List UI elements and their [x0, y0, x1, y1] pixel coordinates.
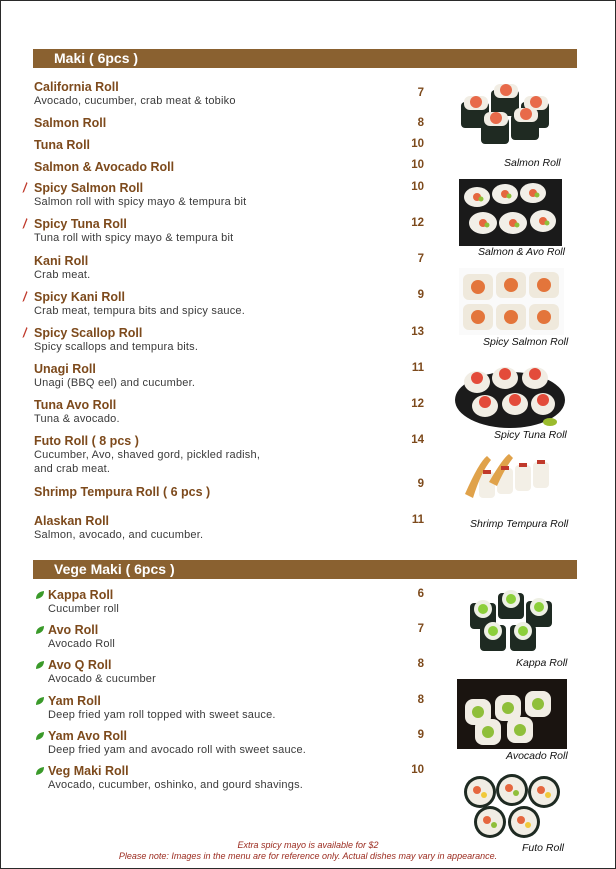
menu-item-spicy-kani-roll	[34, 290, 434, 318]
photo-caption: Spicy Tuna Roll	[494, 429, 567, 441]
menu-item-avo-roll	[34, 623, 434, 651]
spicy-salmon-roll-photo	[459, 268, 564, 335]
avocado-roll-photo	[457, 679, 567, 749]
maki-header: Maki ( 6pcs )	[54, 50, 139, 66]
menu-item-california-roll	[34, 80, 434, 108]
item-desc: Tuna & avocado.	[34, 413, 120, 425]
item-name: Unagi Roll	[34, 362, 96, 376]
item-desc: Avocado, cucumber, oshinko, and gourd shavings.	[48, 779, 304, 791]
menu-item-salmon-roll	[34, 116, 434, 130]
menu-item-yam-roll	[34, 694, 434, 722]
item-name: California Roll	[34, 80, 119, 94]
menu-item-spicy-tuna-roll	[34, 217, 434, 245]
item-desc: Avocado, cucumber, crab meat & tobiko	[34, 95, 236, 107]
item-name: Tuna Avo Roll	[34, 398, 117, 412]
leaf-icon	[35, 590, 45, 600]
photo-caption: Kappa Roll	[516, 657, 568, 669]
item-desc: Spicy scallops and tempura bits.	[34, 341, 199, 353]
item-price: 7	[417, 253, 424, 265]
item-desc: Avocado & cucumber	[48, 673, 156, 685]
menu-item-tuna-roll	[34, 138, 434, 152]
photo-caption: Spicy Salmon Roll	[483, 336, 569, 348]
chili-pepper-icon	[22, 327, 28, 338]
item-name: Salmon Roll	[34, 116, 107, 130]
item-name: Veg Maki Roll	[48, 764, 129, 778]
leaf-icon	[35, 766, 45, 776]
item-desc: Cucumber, Avo, shaved gord, pickled radish,	[34, 449, 261, 461]
menu-item-futo-roll	[34, 434, 434, 476]
item-desc-line2: and crab meat.	[34, 463, 111, 475]
item-desc: Cucumber roll	[48, 603, 120, 615]
kappa-roll-photo	[466, 585, 558, 657]
item-name: Salmon & Avocado Roll	[34, 160, 175, 174]
menu-item-unagi-roll	[34, 362, 434, 390]
menu-item-yam-avo-roll	[34, 729, 434, 757]
item-desc: Unagi (BBQ eel) and cucumber.	[34, 377, 196, 389]
item-price: 10	[411, 181, 424, 193]
photo-caption: Futo Roll	[522, 842, 565, 854]
item-name: Kappa Roll	[48, 588, 114, 602]
menu-item-avo-q-roll	[34, 658, 434, 686]
item-price: 9	[417, 289, 424, 301]
item-desc: Tuna roll with spicy mayo & tempura bit	[34, 232, 234, 244]
chili-pepper-icon	[22, 291, 28, 302]
menu-item-veg-maki-roll	[34, 764, 434, 792]
item-price: 8	[417, 694, 424, 706]
item-price: 8	[417, 117, 424, 129]
menu-item-tuna-avo-roll	[34, 398, 434, 426]
item-desc: Crab meat, tempura bits and spicy sauce.	[34, 305, 245, 317]
vege-maki-header: Vege Maki ( 6pcs )	[54, 561, 175, 577]
item-price: 9	[417, 729, 424, 741]
photo-caption: Salmon Roll	[504, 157, 561, 169]
salmon-avo-roll-photo	[459, 179, 562, 246]
futo-roll-photo	[460, 772, 564, 842]
item-name: Spicy Kani Roll	[34, 290, 125, 304]
menu-item-kappa-roll	[34, 588, 434, 616]
shrimp-tempura-roll-photo	[459, 452, 565, 515]
photo-caption: Shrimp Tempura Roll	[470, 518, 569, 530]
item-name: Spicy Salmon Roll	[34, 181, 144, 195]
item-price: 6	[417, 588, 424, 600]
item-desc: Crab meat.	[34, 269, 91, 281]
photo-caption: Salmon & Avo Roll	[478, 246, 565, 258]
item-price: 12	[411, 398, 424, 410]
footer-disclaimer: Please note: Images in the menu are for reference only. Actual dishes may vary in appearance.	[118, 851, 498, 861]
spicy-tuna-roll-photo	[455, 358, 566, 430]
item-price: 11	[411, 362, 424, 374]
leaf-icon	[35, 731, 45, 741]
item-name: Futo Roll ( 8 pcs )	[34, 434, 139, 448]
vege-maki-header-bar	[33, 560, 577, 579]
item-name: Alaskan Roll	[34, 514, 110, 528]
item-desc: Avocado Roll	[48, 638, 116, 650]
leaf-icon	[35, 625, 45, 635]
item-price: 9	[417, 478, 424, 490]
item-price: 8	[417, 658, 424, 670]
menu-item-spicy-salmon-roll	[34, 181, 434, 209]
salmon-roll-photo	[455, 76, 560, 146]
menu-item-alaskan-roll	[34, 514, 434, 542]
leaf-icon	[35, 660, 45, 670]
item-desc: Salmon, avocado, and cucumber.	[34, 529, 204, 541]
menu-item-spicy-scallop-roll	[34, 326, 434, 354]
menu-item-kani-roll	[34, 254, 434, 282]
item-price: 7	[417, 623, 424, 635]
item-price: 14	[411, 434, 424, 446]
item-desc: Deep fried yam roll topped with sweet sauce.	[48, 709, 276, 721]
item-name: Tuna Roll	[34, 138, 91, 152]
item-price: 12	[411, 217, 424, 229]
item-price: 11	[411, 514, 424, 526]
footer-note-spicy-mayo: Extra spicy mayo is available for $2	[237, 840, 379, 850]
item-name: Avo Roll	[48, 623, 99, 637]
chili-pepper-icon	[22, 218, 28, 229]
item-name: Yam Avo Roll	[48, 729, 127, 743]
item-name: Shrimp Tempura Roll ( 6 pcs )	[34, 485, 211, 499]
item-desc: Deep fried yam and avocado roll with sweet sauce.	[48, 744, 307, 756]
item-desc: Salmon roll with spicy mayo & tempura bit	[34, 196, 247, 208]
item-price: 13	[411, 326, 424, 338]
item-price: 10	[411, 764, 424, 776]
item-name: Yam Roll	[48, 694, 101, 708]
item-price: 10	[411, 138, 424, 150]
item-price: 10	[411, 159, 424, 171]
item-name: Spicy Tuna Roll	[34, 217, 127, 231]
item-name: Kani Roll	[34, 254, 89, 268]
item-price: 7	[417, 87, 424, 99]
photo-caption: Avocado Roll	[506, 750, 568, 762]
maki-header-bar	[33, 49, 577, 68]
menu-item-shrimp-tempura-roll	[34, 485, 434, 499]
menu-item-salmon-avocado-roll	[34, 160, 434, 174]
chili-pepper-icon	[22, 182, 28, 193]
item-name: Spicy Scallop Roll	[34, 326, 143, 340]
leaf-icon	[35, 696, 45, 706]
item-name: Avo Q Roll	[48, 658, 112, 672]
